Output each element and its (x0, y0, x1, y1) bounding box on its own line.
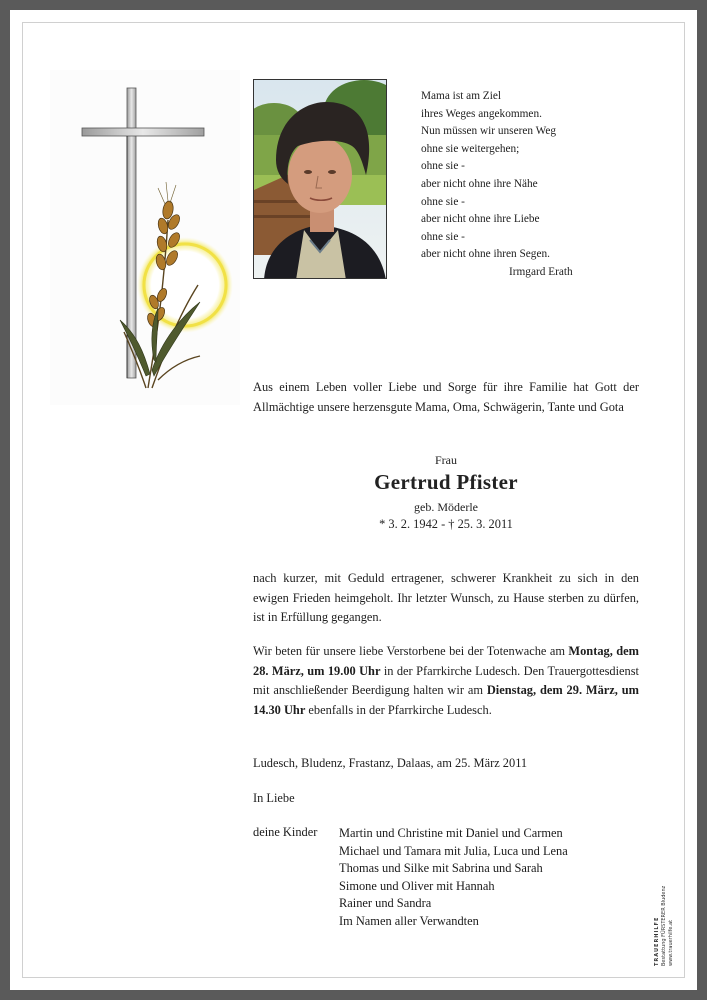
intro-paragraph: Aus einem Leben voller Liebe und Sorge für ihre Familie hat Gott der Allmächtige unsere herzensgute Mama, Oma, Schwägerin, Tante und Gota (253, 380, 639, 414)
maiden-name: geb. Möderle (414, 500, 478, 514)
service-paragraph (253, 642, 639, 720)
poem-line: aber nicht ohne ihre Nähe (421, 177, 538, 190)
children-list (339, 825, 568, 931)
poem-line: ohne sie - (421, 230, 465, 243)
poem-line: ohne sie - (421, 195, 465, 208)
list-item: Rainer und Sandra (339, 896, 432, 911)
service-text: ebenfalls in der Pfarrkirche Ludesch. (305, 702, 492, 717)
poem-line: Mama ist am Ziel (421, 90, 501, 102)
poem-line: Nun müssen wir unseren Weg (421, 125, 557, 138)
list-item: Im Namen aller Verwandten (339, 913, 479, 928)
cross-wheat-illustration (50, 70, 240, 405)
poem (421, 88, 661, 282)
place-date: Ludesch, Bludenz, Frastanz, Dalaas, am 25. März 2011 (253, 756, 528, 770)
stamp-line: TRAUERHILFE (654, 916, 660, 966)
funeral-home-stamp (650, 868, 680, 968)
list-item: Simone und Oliver mit Hannah (339, 878, 495, 893)
poem-author: Irmgard Erath (509, 265, 573, 278)
poem-line: ihres Weges angekommen. (421, 107, 542, 120)
list-item: Michael und Tamara mit Julia, Luca und Lena (339, 843, 568, 858)
in-liebe: In Liebe (253, 791, 295, 805)
poem-line: aber nicht ohne ihre Liebe (421, 213, 540, 226)
list-item: Thomas und Silke mit Sabrina und Sarah (339, 861, 543, 876)
wake-date: Montag, dem 28. März, um 19.00 Uhr (253, 644, 639, 678)
service-text: Wir beten für unsere liebe Verstorbene bei der Totenwache am (253, 644, 569, 658)
stamp-line: Bestattung FÜRSTERER Bludenz (661, 885, 667, 966)
stamp-line: www.trauerhilfe.at (668, 919, 674, 966)
life-dates: * 3. 2. 1942 - † 25. 3. 2011 (379, 517, 513, 531)
deceased-name: Gertrud Pfister (374, 470, 518, 494)
passing-paragraph: nach kurzer, mit Geduld ertragener, schwerer Krankheit zu sich in den ewigen Frieden heimgeholt. Ihr letzter Wunsch, zu Hause sterben zu dürfen, ist in Erfüllung gegangen. (253, 571, 639, 625)
poem-line: aber nicht ohne ihren Segen. (421, 248, 550, 261)
portrait-photo (253, 79, 387, 279)
salutation: Frau (435, 453, 457, 467)
poem-line: ohne sie - (421, 160, 465, 173)
funeral-date: Dienstag, dem 29. März, um 14.30 Uhr (253, 683, 639, 717)
children-label: deine Kinder (253, 825, 318, 839)
service-text: in der Pfarrkirche Ludesch. Den Trauergottesdienst mit anschließender Beerdigung halten wir am (253, 663, 639, 698)
list-item: Martin und Christine mit Daniel und Carmen (339, 826, 563, 840)
poem-line: ohne sie weitergehen; (421, 142, 520, 155)
